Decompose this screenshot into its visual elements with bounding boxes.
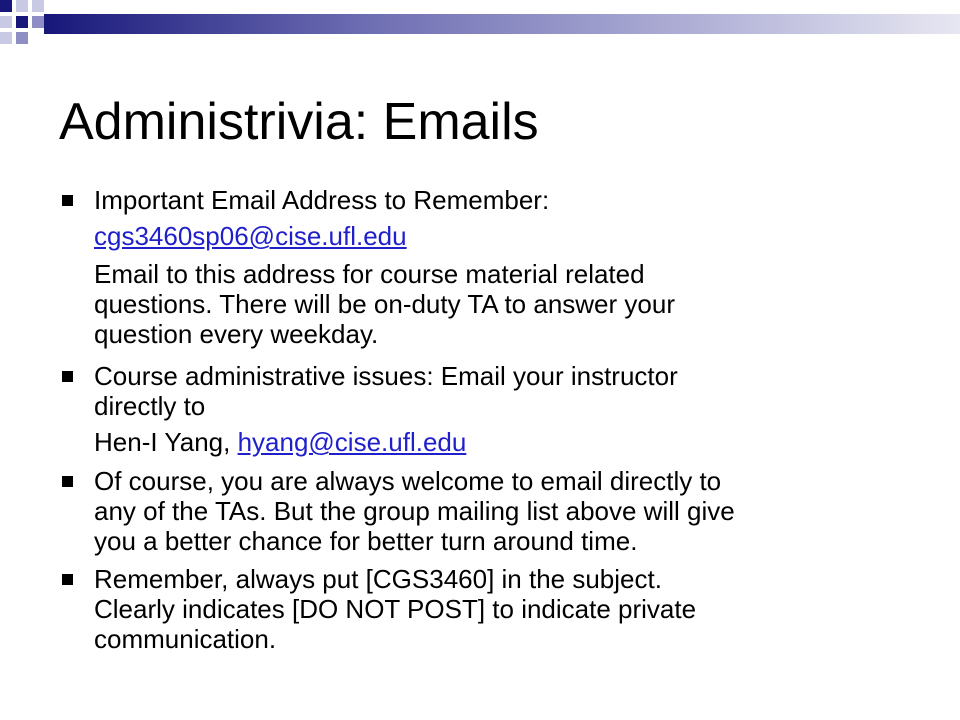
bullet-marker [62,195,73,206]
instructor-email-link[interactable]: hyang@cise.ufl.edu [237,427,467,457]
bullet-4-line: communication. [94,624,277,654]
bullet-4-line: Clearly indicates [DO NOT POST] to indicate private [94,594,697,624]
instructor-contact-line [94,427,466,457]
bullet-marker [62,371,73,382]
bullet-1-lead: Important Email Address to Remember: [94,185,550,215]
bullet-2-line: directly to [94,391,206,421]
bullet-3-line: Of course, you are always welcome to email directly to [94,466,722,496]
bullet-1-body-line: question every weekday. [94,319,379,349]
bullet-marker [62,574,73,585]
bullet-1-body-line: Email to this address for course material related [94,259,645,289]
bullet-1-body-line: questions. There will be on-duty TA to answer your [94,289,675,319]
email-line [94,221,407,251]
course-email-link[interactable]: cgs3460sp06@cise.ufl.edu [94,221,407,251]
bullet-3-line: you a better chance for better turn around time. [94,526,638,556]
bullet-3-line: any of the TAs. But the group mailing list above will give [94,496,735,526]
bullet-2-line: Course administrative issues: Email your instructor [94,361,678,391]
bullet-4-line: Remember, always put [CGS3460] in the subject. [94,564,662,594]
instructor-name: Hen-I Yang, [94,427,238,457]
slide-title: Administrivia: Emails [59,93,539,151]
bullet-marker [62,476,73,487]
